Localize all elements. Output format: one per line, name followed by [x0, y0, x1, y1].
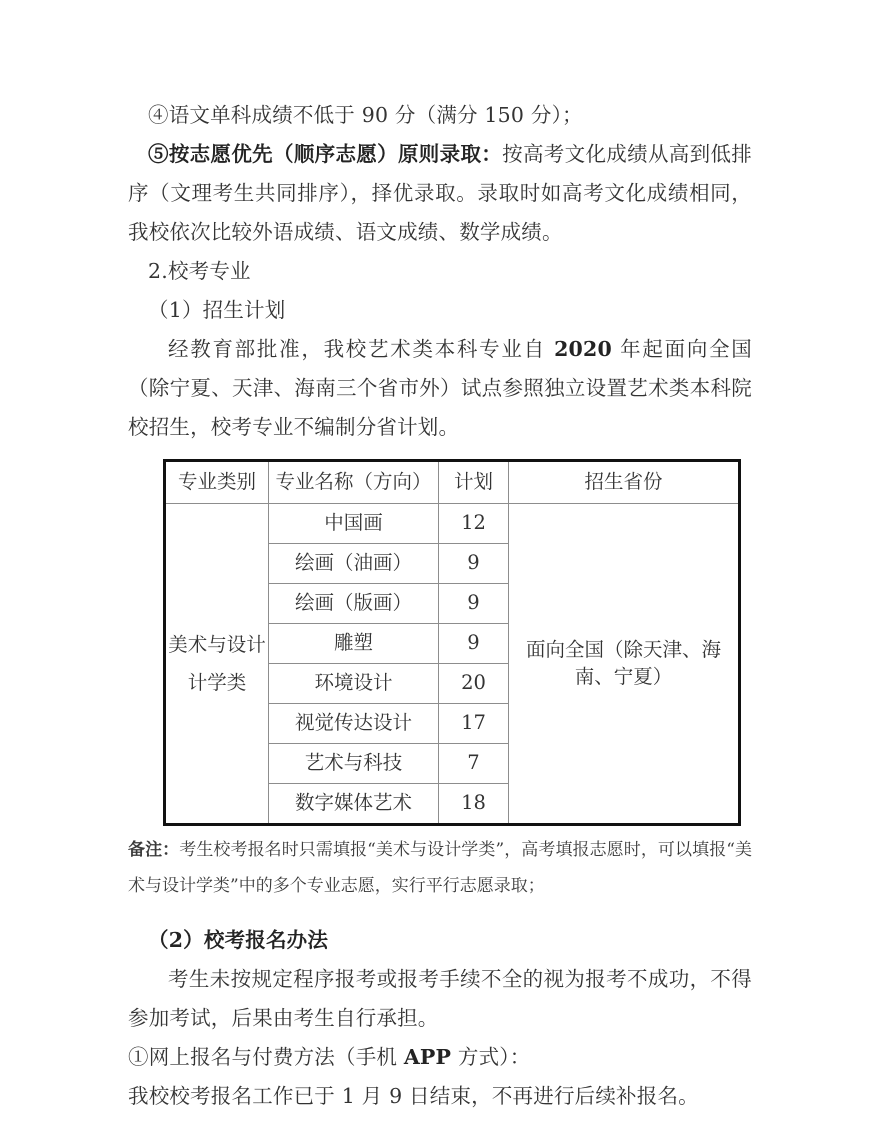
policy-year: 2020 — [554, 337, 612, 361]
table-cell-plan: 9 — [439, 624, 509, 664]
table-cell-major: 绘画（版画） — [269, 584, 439, 624]
table-cell-major: 视觉传达设计 — [269, 704, 439, 744]
online-apply-prefix: ①网上报名与付费方法（手机 — [128, 1045, 404, 1069]
paragraph-item-5 — [128, 135, 752, 252]
page-content — [128, 96, 752, 1116]
heading-sub-2-apply — [128, 921, 752, 960]
paragraph-item-5-bold: ⑤按志愿优先（顺序志愿）原则录取： — [148, 142, 503, 166]
heading-sub-2-apply-text: （2）校考报名办法 — [148, 928, 329, 952]
table-cell-plan: 7 — [439, 744, 509, 784]
paragraph-item-5-rest: 按高考文化成绩从高到低排序（文理考生共同排序），择优录取。录取时如高考文化成绩相同，我校依次比较外语成绩、语文成绩、数学成绩。 — [128, 142, 752, 244]
policy-text-part-2: 年起面向全国（除宁夏、天津、海南三个省市外）试点参照独立设置艺术类本科院校招生，校考专业不编制分省计划。 — [128, 337, 752, 439]
table-cell-major: 雕塑 — [269, 624, 439, 664]
table-cell-plan: 12 — [439, 504, 509, 544]
admission-plan-table-wrapper — [163, 459, 738, 826]
table-cell-category — [165, 504, 269, 825]
table-cell-provinces: 面向全国（除天津、海南、宁夏） — [509, 504, 740, 825]
table-row — [165, 504, 740, 544]
table-cell-major: 中国画 — [269, 504, 439, 544]
heading-sub-1-plan: （1）招生计划 — [148, 298, 286, 322]
table-cell-plan: 17 — [439, 704, 509, 744]
table-header-plan: 计划 — [439, 461, 509, 504]
paragraph-item-online-apply — [128, 1038, 752, 1077]
category-line-1: 美术与设计 — [168, 632, 266, 656]
table-cell-major: 艺术与科技 — [269, 744, 439, 784]
table-cell-major: 环境设计 — [269, 664, 439, 704]
paragraph-policy — [128, 330, 752, 447]
table-note — [128, 832, 752, 904]
online-apply-app-label: APP — [403, 1045, 452, 1069]
table-header-category: 专业类别 — [165, 461, 269, 504]
category-line-2: 计学类 — [187, 670, 247, 694]
table-cell-plan: 9 — [439, 544, 509, 584]
table-cell-plan: 20 — [439, 664, 509, 704]
table-note-label: 备注： — [128, 840, 180, 860]
paragraph-apply-rules: 考生未按规定程序报考或报考手续不全的视为报考不成功，不得参加考试，后果由考生自行承担。 — [128, 967, 752, 1030]
table-header-provinces: 招生省份 — [509, 461, 740, 504]
table-header-row — [165, 461, 740, 504]
table-note-body: 考生校考报名时只需填报“美术与设计学类”，高考填报志愿时，可以填报“美术与设计学类”中的多个专业志愿，实行平行志愿录取； — [128, 840, 753, 896]
table-cell-major: 数字媒体艺术 — [269, 784, 439, 825]
heading-section-2: 2.校考专业 — [148, 259, 251, 283]
admission-plan-table — [163, 459, 741, 826]
table-cell-plan: 18 — [439, 784, 509, 825]
paragraph-closing: 我校校考报名工作已于 1 月 9 日结束，不再进行后续补报名。 — [128, 1084, 699, 1108]
online-apply-suffix: 方式）： — [451, 1045, 531, 1069]
table-cell-major: 绘画（油画） — [269, 544, 439, 584]
paragraph-item-4: ④语文单科成绩不低于 90 分（满分 150 分）； — [148, 103, 583, 127]
policy-text-part-1: 经教育部批准，我校艺术类本科专业自 — [168, 337, 555, 361]
table-header-major: 专业名称（方向） — [269, 461, 439, 504]
table-cell-plan: 9 — [439, 584, 509, 624]
